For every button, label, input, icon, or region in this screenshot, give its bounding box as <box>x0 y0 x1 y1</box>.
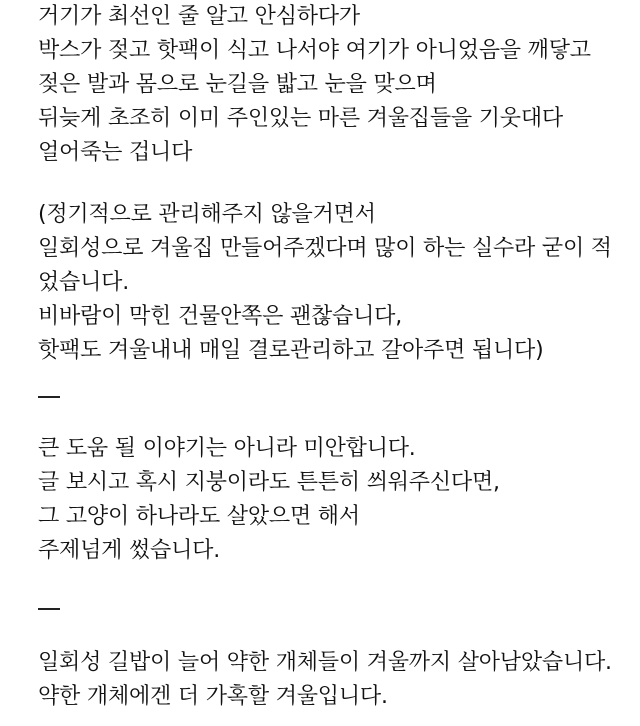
text-line: 약한 개체에겐 더 가혹할 겨울입니다. <box>38 684 388 709</box>
text-line: 핫팩도 겨울내내 매일 결로관리하고 갈아주면 됩니다) <box>38 338 544 363</box>
text-line: 박스가 젖고 핫팩이 식고 나서야 여기가 아니었음을 깨닿고 <box>38 38 591 63</box>
text-line: 비바람이 막힌 건물안쪽은 괜찮습니다, <box>38 304 403 329</box>
text-line: 주제넘게 썼습니다. <box>38 538 221 563</box>
text-line: (정기적으로 관리해주지 않을거면서 <box>38 202 376 227</box>
text-line: 얼어죽는 겁니다 <box>38 140 193 165</box>
section-divider <box>38 608 60 610</box>
text-line: 젖은 발과 몸으로 눈길을 밟고 눈을 맞으며 <box>38 72 437 97</box>
text-line: 글 보시고 혹시 지붕이라도 튼튼히 씌워주신다면, <box>38 470 500 495</box>
text-line: 일회성 길밥이 늘어 약한 개체들이 겨울까지 살아남았습니다. <box>38 650 612 675</box>
text-line: 뒤늦게 초조히 이미 주인있는 마른 겨울집들을 기웃대다 <box>38 106 563 131</box>
section-divider <box>38 396 60 398</box>
text-line: 었습니다. <box>38 270 130 295</box>
text-line: 일회성으로 겨울집 만들어주겠다며 많이 하는 실수라 굳이 적 <box>38 236 612 261</box>
text-line: 거기가 최선인 줄 알고 안심하다가 <box>38 4 360 29</box>
text-line: 그 고양이 하나라도 살았으면 해서 <box>38 504 360 529</box>
text-line: 큰 도움 될 이야기는 아니라 미안합니다. <box>38 436 416 461</box>
